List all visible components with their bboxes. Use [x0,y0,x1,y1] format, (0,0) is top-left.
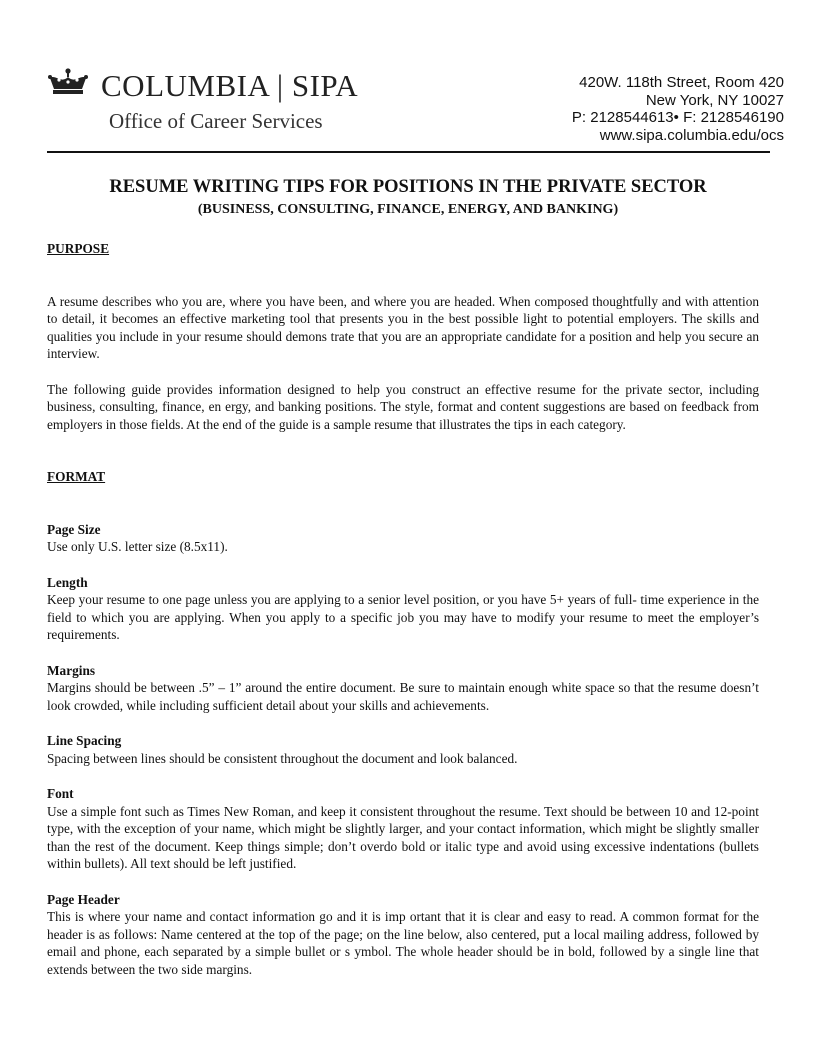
format-text-page-size: Use only U.S. letter size (8.5x11). [47,539,228,554]
contact-address-block [572,74,784,144]
document-body [47,240,759,978]
section-heading-format: FORMAT [47,469,106,484]
purpose-paragraph-2: The following guide provides information designed to help you construct an effective resume for the private sector, including business, consulting, finance, en ergy, and banking positions. The style, format and content suggestions are based on feedback from employers in those fields. At the end of the guide is a sample resume that illustrates the tips in each category. [47,381,759,432]
format-heading-margins: Margins [47,662,96,678]
format-text-page-header: This is where your name and contact information go and it is imp ortant that it is clear and easy to read. A common format for the header is as follows: Name centered at the top of the page; on the line below, also centered, put a local mailing address, followed by email and phone, each separated by a simple bullet or s ymbol. The whole header should be in bold, followed by a single line that extends between the two side margins. [47,909,759,977]
address-city: New York, NY 10027 [645,91,784,109]
header-divider [47,151,770,153]
phone-fax: P: 2128544613• F: 2128546190 [571,109,784,126]
format-heading-length: Length [47,574,88,590]
format-text-line-spacing: Spacing between lines should be consistent throughout the document and look balanced. [47,750,518,766]
purpose-paragraph-1: A resume describes who you are, where you have been, and where you are headed. When composed thoughtfully and with attention to detail, it becomes an effective marketing tool that presents you in the best possible light to potential employers. The skills and qualities you include in your resume should demons trate that you are an appropriate candidate for a position and help you secure an interview. [47,293,759,361]
format-text-font: Use a simple font such as Times New Roman, and keep it consistent throughout the resume. Text should be between 10 and 12-point type, with the exception of your name, which might be slightly larger, and your contact information, which might be slightly smaller than the rest of the document. Keep things simple; don’t overdo bold or italic type and avoid using excessive indentations (bullets within bullets). All text should be left justified. [47,803,759,871]
format-heading-font: Font [47,786,74,801]
document-subtitle: (BUSINESS, CONSULTING, FINANCE, ENERGY, AND BANKING) [197,202,619,217]
format-text-margins: Margins should be between .5” – 1” around the entire document. Be sure to maintain enough white space so that the resume doesn’t look crowded, while including sufficient detail about your skills and achievements. [47,680,759,713]
document-title: RESUME WRITING TIPS FOR POSITIONS IN THE PRIVATE SECTOR [109,177,707,197]
format-heading-line-spacing: Line Spacing [47,733,122,748]
logo-subtitle: Office of Career Services [109,109,323,133]
section-heading-purpose: PURPOSE [47,241,110,256]
address-street: 420W. 118th Street, Room 420 [579,74,784,91]
format-heading-page-header: Page Header [47,891,120,907]
logo-wordmark: COLUMBIA | SIPA [101,68,359,103]
website-link[interactable]: www.sipa.columbia.edu/ocs [599,126,784,144]
columbia-sipa-logo [47,64,367,144]
crown-icon [47,68,89,98]
format-text-length: Keep your resume to one page unless you are applying to a senior level position, or you have 5+ years of full- time experience in the field to which you are applying. When you apply to a specific job you may have to modify your resume to meet the employer’s requirements. [47,592,759,642]
format-heading-page-size: Page Size [47,521,101,537]
